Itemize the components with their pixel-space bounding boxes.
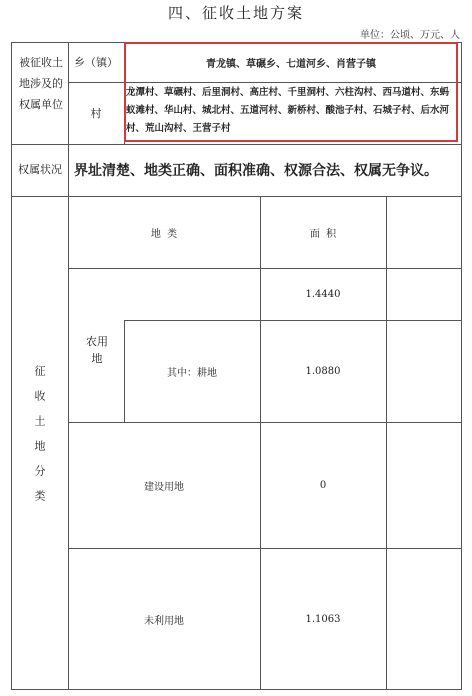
town-label: 乡（镇）	[74, 56, 118, 69]
villages-list: 龙潭村、草碾村、后里洞村、高庄村、千里洞村、六柱沟村、西马道村、东蚂蚁滩村、华山村、城北村、五道河村、新桥村、酸池子村、石城子村、后水河村、荒山沟村、王营子村	[126, 87, 450, 134]
towns-list: 青龙镇、草碾乡、七道河乡、肖营子镇	[206, 58, 376, 70]
rule	[386, 196, 387, 690]
rule	[68, 548, 462, 549]
rule	[68, 422, 462, 423]
unused-land-label: 未利用地	[144, 615, 184, 627]
agricultural-total-area: 1.4440	[305, 288, 341, 300]
area-header: 面 积	[309, 228, 337, 240]
agricultural-land-label: 农用地	[86, 335, 108, 365]
classification-label: 征收土地分类	[33, 365, 46, 515]
cultivated-area: 1.0880	[305, 365, 341, 377]
ownership-header: 被征收土地涉及的权属单位	[19, 56, 63, 111]
status-label: 权属状况	[18, 163, 62, 176]
rule	[11, 144, 462, 145]
land-type-header: 地 类	[150, 228, 178, 240]
cultivated-label: 其中：耕地	[167, 367, 217, 379]
rule	[68, 268, 462, 269]
unit-label: 单位：公顷、万元、人	[360, 30, 460, 41]
page-title: 四、征收土地方案	[167, 4, 304, 22]
status-text: 界址清楚、地类正确、面积准确、权源合法、权属无争议。	[74, 163, 438, 179]
unused-land-area: 1.1063	[305, 613, 341, 625]
construction-land-area: 0	[319, 479, 327, 491]
rule	[11, 196, 462, 197]
rule	[260, 196, 261, 690]
village-label: 村	[90, 107, 102, 120]
rule	[124, 320, 125, 422]
rule	[68, 42, 69, 690]
rule	[124, 320, 462, 321]
construction-land-label: 建设用地	[144, 481, 184, 493]
